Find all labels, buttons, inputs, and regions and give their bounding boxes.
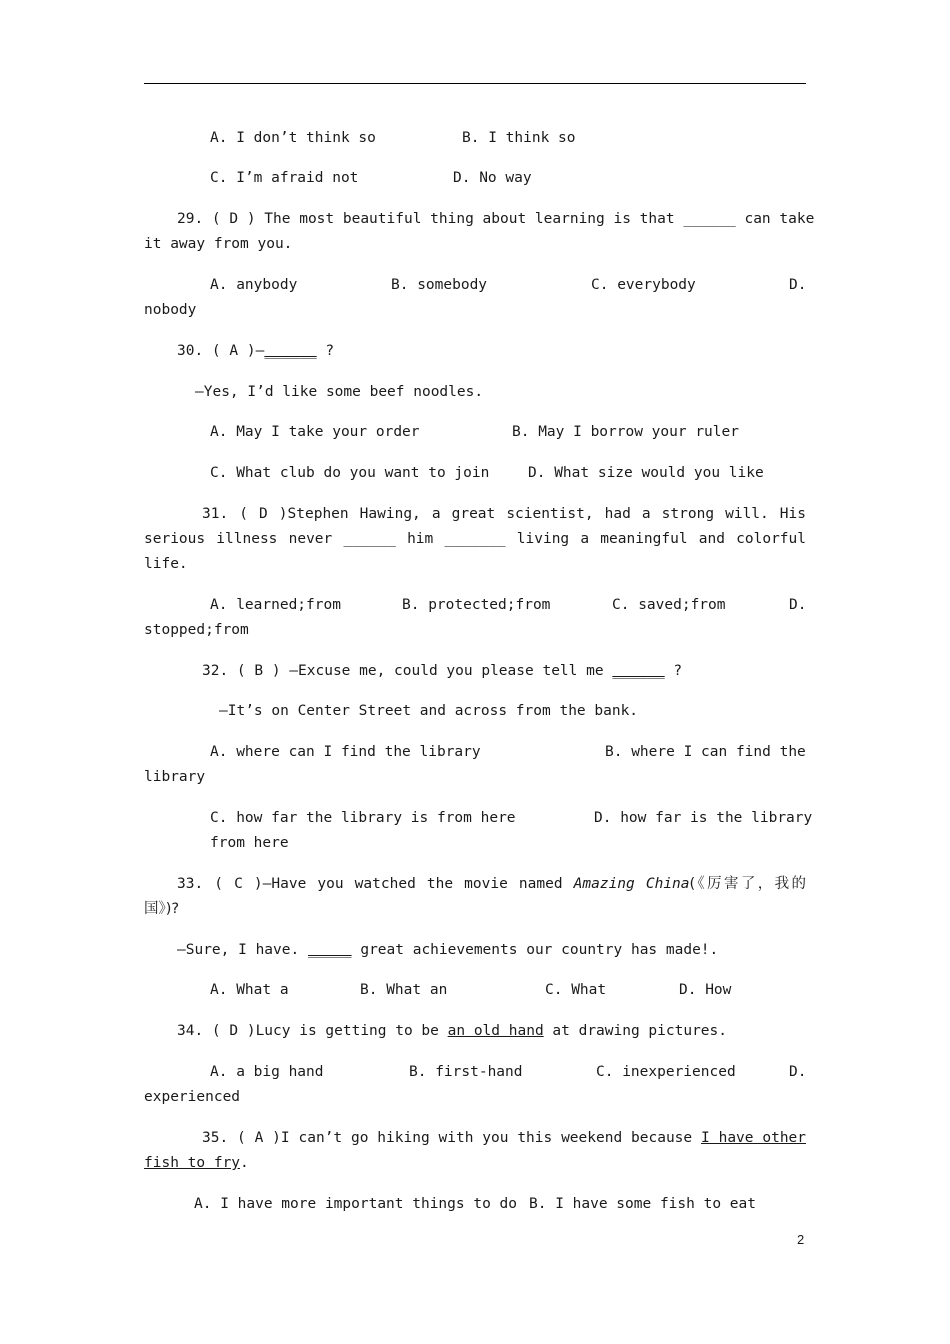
q30-option-c: C. What club do you want to join — [210, 465, 490, 481]
q32-option-b-cont: library — [144, 769, 206, 785]
q32-option-b: B. where I can find the — [605, 744, 806, 760]
q34-option-c: C. inexperienced — [596, 1064, 736, 1080]
q33-title-cn: (《厉害了，我的 — [689, 876, 806, 892]
q34-stem: 34. ( D )Lucy is getting to be an old hand at drawing pictures. — [177, 1023, 728, 1039]
page-number: 2 — [797, 1232, 805, 1247]
q30-option-b: B. May I borrow your ruler — [512, 424, 739, 440]
q28-option-d: D. No way — [453, 170, 532, 186]
q29-blank: ______ — [683, 211, 736, 227]
q35-underlined-1: I have other — [701, 1130, 807, 1146]
q31-stem-line3: life. — [144, 556, 188, 572]
q34-underlined: an old hand — [447, 1023, 544, 1039]
q30-reply: —Yes, I’d like some beef noodles. — [195, 384, 484, 400]
q32-reply: —It’s on Center Street and across from the bank. — [219, 703, 639, 719]
q33-reply: —Sure, I have. _____ great achievements our country has made!. — [177, 942, 719, 958]
q31-option-d-text: stopped;from — [144, 622, 249, 638]
q29-option-d: D. — [789, 277, 807, 293]
q33-option-c: C. What — [545, 982, 607, 998]
q31-stem: 31. ( D )Stephen Hawing, a great scientist, had a strong will. His — [202, 506, 806, 522]
q35-option-b: B. I have some fish to eat — [529, 1196, 756, 1212]
q34-option-d-text: experienced — [144, 1089, 241, 1105]
q34-option-b: B. first-hand — [409, 1064, 523, 1080]
q29-option-a: A. anybody — [210, 277, 298, 293]
q33-stem-line2: 国》)? — [144, 901, 180, 917]
q33-option-d: D. How — [679, 982, 732, 998]
q35-underlined-2: fish to fry — [144, 1155, 241, 1171]
q31-stem-line2: serious illness never ______ him _______ living a meaningful and colorful — [144, 531, 807, 547]
q28-option-b: B. I think so — [462, 130, 576, 146]
q29-option-d-text: nobody — [144, 302, 197, 318]
q32-option-d: D. how far is the library — [594, 810, 813, 826]
q33-stem: 33. ( C )—Have you watched the movie named Amazing China(《厉害了，我的 — [177, 876, 806, 892]
q33-option-b: B. What an — [360, 982, 448, 998]
q30-option-a: A. May I take your order — [210, 424, 420, 440]
q31-option-a: A. learned;from — [210, 597, 341, 613]
q30-blank: ______ — [264, 343, 317, 359]
q32-stem: 32. ( B ) —Excuse me, could you please tell me ______ ? — [202, 663, 683, 679]
q31-blank-2: _______ — [444, 531, 506, 547]
q29-option-b: B. somebody — [391, 277, 488, 293]
q31-option-b: B. protected;from — [402, 597, 551, 613]
q34-option-a: A. a big hand — [210, 1064, 324, 1080]
q34-option-d: D. — [789, 1064, 807, 1080]
q32-option-c: C. how far the library is from here — [210, 810, 516, 826]
q35-stem-line2: fish to fry. — [144, 1155, 249, 1171]
q33-title-en: Amazing China — [573, 876, 690, 892]
q28-option-c: C. I’m afraid not — [210, 170, 359, 186]
q31-option-c: C. saved;from — [612, 597, 726, 613]
q32-option-d-cont: from here — [210, 835, 289, 851]
q32-option-a: A. where can I find the library — [210, 744, 481, 760]
q32-blank: ______ — [612, 663, 665, 679]
q29-option-c: C. everybody — [591, 277, 696, 293]
q30-option-d: D. What size would you like — [528, 465, 764, 481]
header-rule — [144, 83, 806, 84]
q35-stem: 35. ( A )I can’t go hiking with you this weekend because I have other — [202, 1130, 807, 1146]
q31-option-d: D. — [789, 597, 807, 613]
q28-option-a: A. I don’t think so — [210, 130, 376, 146]
q35-option-a: A. I have more important things to do — [194, 1196, 518, 1212]
q29-stem: 29. ( D ) The most beautiful thing about learning is that ______ can take — [177, 211, 815, 227]
q30-stem: 30. ( A )—______ ? — [177, 343, 335, 359]
q29-stem-line2: it away from you. — [144, 236, 293, 252]
q31-blank-1: ______ — [343, 531, 396, 547]
q33-blank: _____ — [307, 942, 352, 958]
q33-option-a: A. What a — [210, 982, 289, 998]
